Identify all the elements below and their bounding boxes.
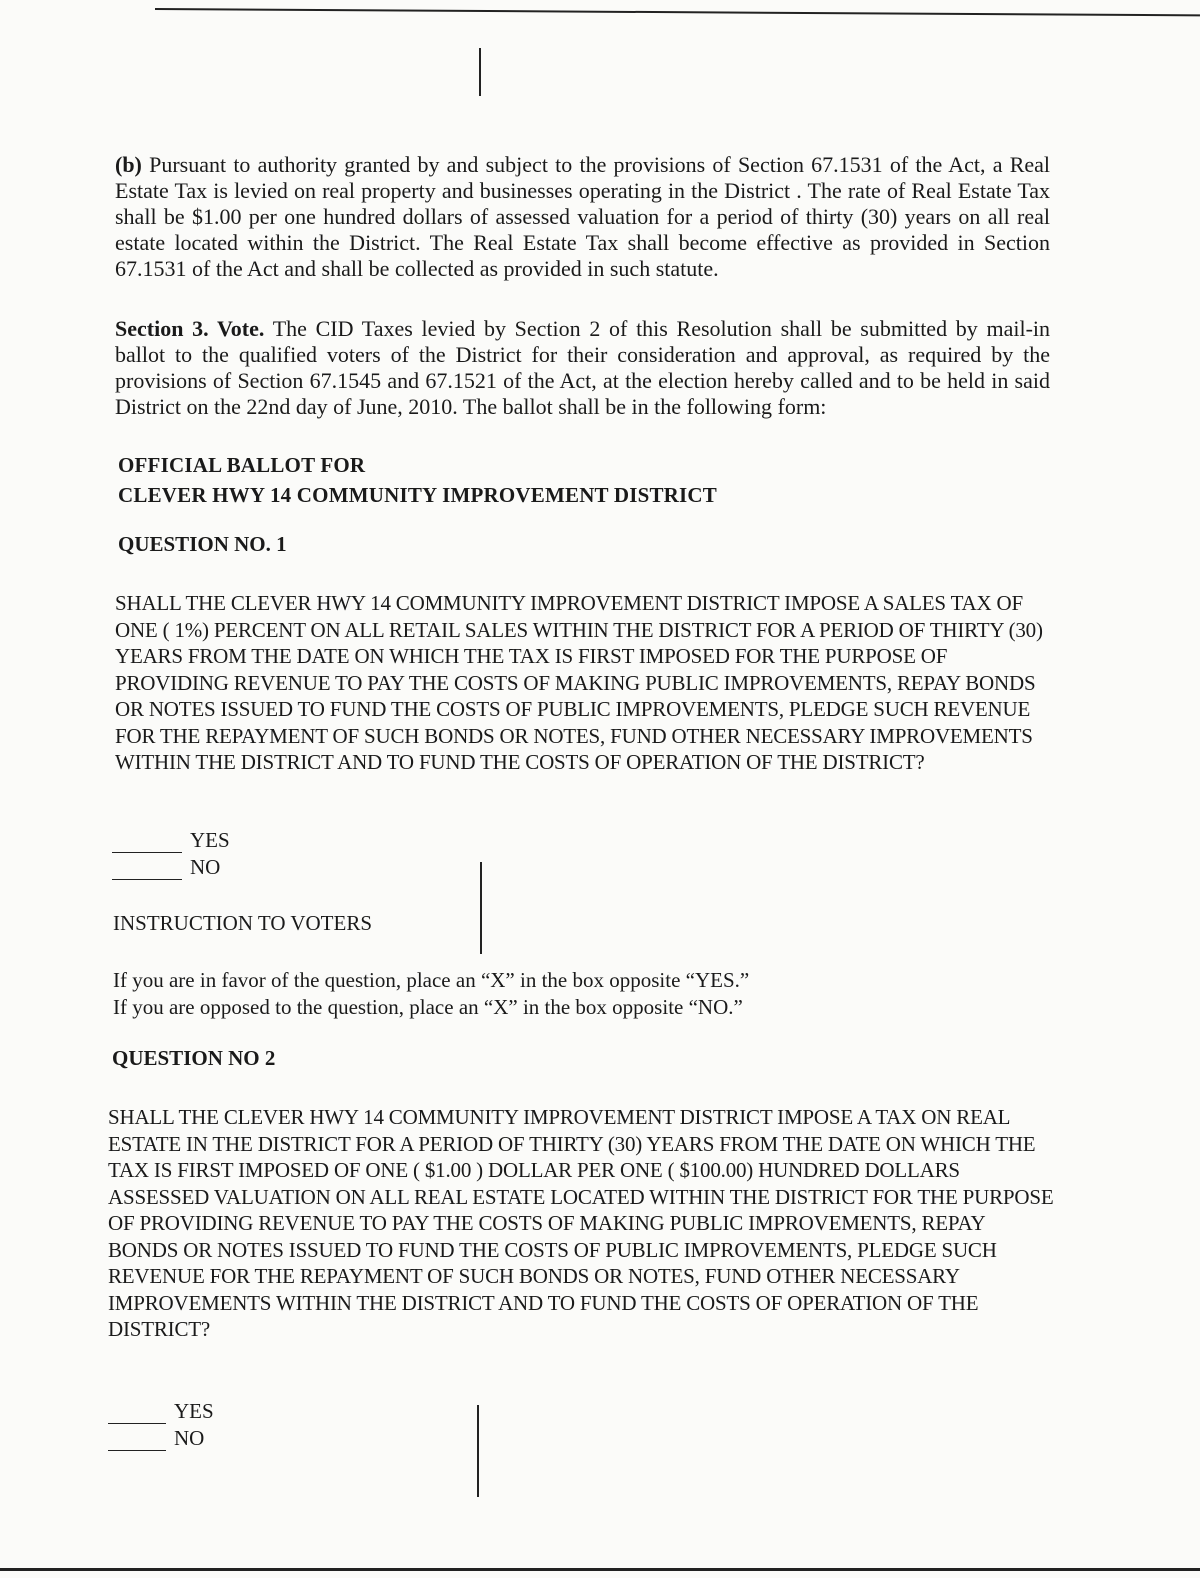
paragraph-b-marker: (b): [115, 152, 142, 177]
yes-blank-line[interactable]: [112, 834, 182, 853]
section-3-text: The CID Taxes levied by Section 2 of this Resolution shall be submitted by mail-in ballot to the qualified voters of the District for their consideration and approval, as required by the provisions of Section 67.1545 and 67.1521 of the Act, at the election hereby called and to be held in said District on the 22nd day of June, 2010. The ballot shall be in the following form:: [115, 316, 1051, 419]
section-3-paragraph: [115, 316, 1050, 420]
center-fold-line-top: [479, 48, 481, 96]
ballot-title-line-2: CLEVER HWY 14 COMMUNITY IMPROVEMENT DISTRICT: [118, 483, 717, 507]
bottom-border-line: [0, 1568, 1200, 1571]
question-1-yes-option[interactable]: [112, 828, 230, 853]
no-blank-line[interactable]: [112, 861, 182, 880]
yes-blank-line[interactable]: [108, 1405, 166, 1424]
paragraph-b-text: Pursuant to authority granted by and subject to the provisions of Section 67.1531 of the Act, a Real Estate Tax is levied on real property and businesses operating in the District . The rate of Real Estate Tax shall be $1.00 per one hundred dollars of assessed valuation for a period of thirty (30) years on all real estate located within the District. The Real Estate Tax shall become effective as provided in Section 67.1531 of the Act and shall be collected as provided in such statute.: [115, 152, 1051, 281]
top-border-line: [155, 8, 1200, 16]
question-2-label: QUESTION NO 2: [112, 1046, 276, 1070]
ballot-title-line-1: OFFICIAL BALLOT FOR: [118, 453, 366, 477]
instructions-line-1: If you are in favor of the question, place an “X” in the box opposite “YES.”: [113, 968, 750, 992]
question-1-text: SHALL THE CLEVER HWY 14 COMMUNITY IMPROVEMENT DISTRICT IMPOSE A SALES TAX OF ONE ( 1%) PERCENT ON ALL RETAIL SALES WITHIN THE DISTRICT FOR A PERIOD OF THIRTY (30) YEARS FROM THE DATE ON WHICH THE TAX IS FIRST IMPOSED FOR THE PURPOSE OF PROVIDING REVENUE TO PAY THE COSTS OF MAKING PUBLIC IMPROVEMENTS, REPAY BONDS OR NOTES ISSUED TO FUND THE COSTS OF PUBLIC IMPROVEMENTS, PLEDGE SUCH REVENUE FOR THE REPAYMENT OF SUCH BONDS OR NOTES, FUND OTHER NECESSARY IMPROVEMENTS WITHIN THE DISTRICT AND TO FUND THE COSTS OF OPERATION OF THE DISTRICT?: [115, 591, 1043, 774]
no-label: NO: [174, 1426, 205, 1450]
yes-label: YES: [174, 1399, 214, 1423]
question-2-yes-option[interactable]: [108, 1399, 214, 1424]
instructions-heading: INSTRUCTION TO VOTERS: [113, 911, 373, 935]
center-fold-line-mid: [480, 862, 482, 954]
question-1-label: QUESTION NO. 1: [118, 532, 287, 556]
section-3-heading: Section 3. Vote.: [115, 316, 265, 341]
no-label: NO: [190, 855, 221, 879]
no-blank-line[interactable]: [108, 1432, 166, 1451]
instructions-line-2: If you are opposed to the question, place an “X” in the box opposite “NO.”: [113, 995, 743, 1019]
ballot-title: [118, 450, 717, 510]
question-2-no-option[interactable]: [108, 1426, 204, 1451]
center-fold-line-bottom: [477, 1405, 479, 1497]
yes-label: YES: [190, 828, 230, 852]
paragraph-b: [115, 152, 1050, 282]
question-1-no-option[interactable]: [112, 855, 220, 880]
question-2-text: SHALL THE CLEVER HWY 14 COMMUNITY IMPROVEMENT DISTRICT IMPOSE A TAX ON REAL ESTATE IN THE DISTRICT FOR A PERIOD OF THIRTY (30) YEARS FROM THE DATE ON WHICH THE TAX IS FIRST IMPOSED OF ONE ( $1.00 ) DOLLAR PER ONE ( $100.00) HUNDRED DOLLARS ASSESSED VALUATION ON ALL REAL ESTATE LOCATED WITHIN THE DISTRICT FOR THE PURPOSE OF PROVIDING REVENUE TO PAY THE COSTS OF MAKING PUBLIC IMPROVEMENTS, REPAY BONDS OR NOTES ISSUED TO FUND THE COSTS OF PUBLIC IMPROVEMENTS, PLEDGE SUCH REVENUE FOR THE REPAYMENT OF SUCH BONDS OR NOTES, FUND OTHER NECESSARY IMPROVEMENTS WITHIN THE DISTRICT AND TO FUND THE COSTS OF OPERATION OF THE DISTRICT?: [108, 1105, 1054, 1341]
